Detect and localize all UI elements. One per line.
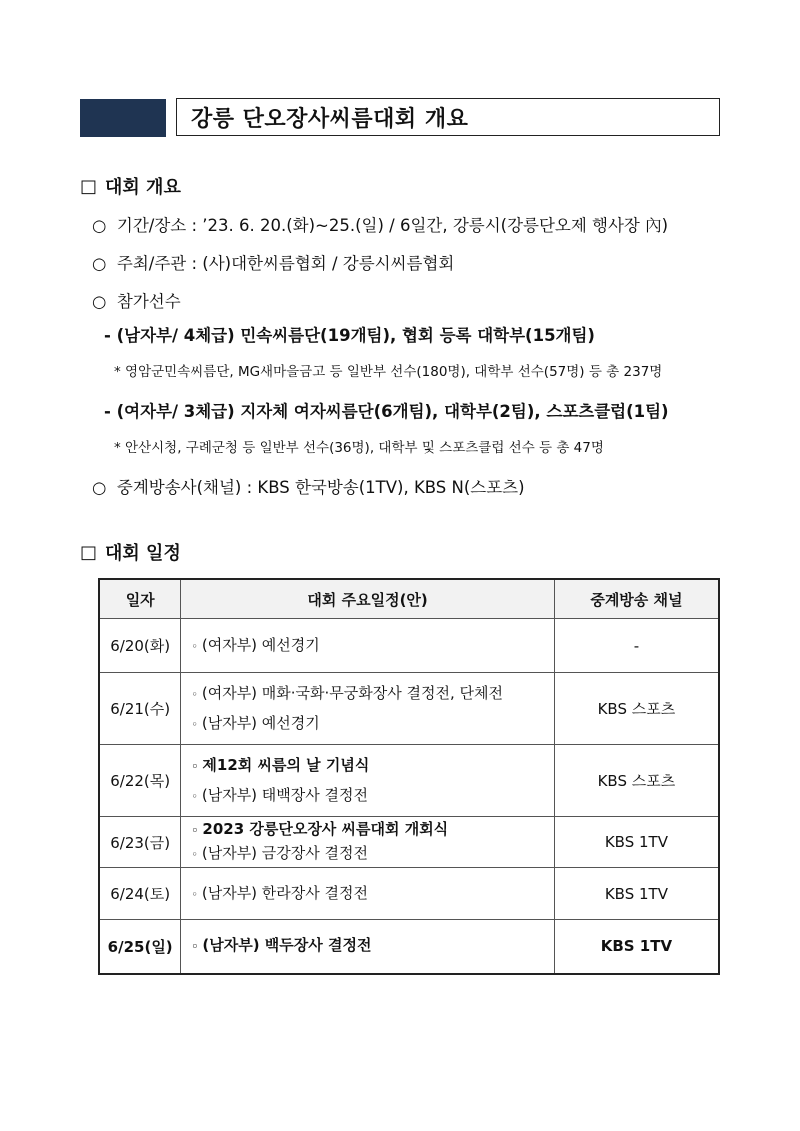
- event-marker-icon: ◦: [191, 759, 199, 773]
- event-text: (남자부) 태백장사 결정전: [201, 785, 369, 804]
- event-marker-icon: ◦: [191, 789, 198, 803]
- participants-men-note: * 영암군민속씨름단, MG새마을금고 등 일반부 선수(180명), 대학부 선수(57명) 등 총 237명: [114, 364, 663, 380]
- bullet-circle-icon: ○: [92, 216, 107, 235]
- event-text: (여자부) 매화·국화·무궁화장사 결정전, 단체전: [201, 683, 503, 702]
- section-heading-text: 대회 일정: [105, 543, 181, 564]
- event-text: 제12회 씨름의 날 기념식: [202, 755, 370, 774]
- title-bar: [80, 98, 722, 138]
- checkbox-square-icon: □: [80, 175, 98, 197]
- header-date: 일자: [99, 579, 181, 619]
- section-heading-schedule: [80, 539, 181, 565]
- item-text: 참가선수: [116, 292, 181, 311]
- event-text: 2023 강릉단오장사 씨름대회 개회식: [202, 820, 449, 838]
- row-date: 6/21(수): [99, 673, 181, 745]
- overview-item-period: [92, 212, 668, 236]
- row-channel: KBS 1TV: [554, 817, 719, 868]
- header-channel: 중계방송 채널: [554, 579, 719, 619]
- event-text: (남자부) 한라장사 결정전: [201, 883, 369, 902]
- row-events: [181, 920, 554, 974]
- table-header-row: [99, 579, 719, 619]
- page-title-text: 강릉 단오장사씨름대회 개요: [191, 106, 469, 132]
- bullet-circle-icon: ○: [92, 254, 107, 273]
- event-marker-icon: ◦: [191, 639, 198, 653]
- event-marker-icon: ◦: [191, 717, 198, 731]
- event-marker-icon: ◦: [191, 887, 198, 901]
- row-date: 6/24(토): [99, 868, 181, 920]
- table-row: [99, 619, 719, 673]
- table-row: [99, 920, 719, 974]
- event-text: (남자부) 백두장사 결정전: [202, 936, 372, 955]
- checkbox-square-icon: □: [80, 541, 98, 563]
- row-channel: -: [554, 619, 719, 673]
- row-date: 6/22(목): [99, 745, 181, 817]
- table-row: [99, 745, 719, 817]
- row-events: [181, 817, 554, 868]
- row-events: [181, 745, 554, 817]
- participants-women: - (여자부/ 3체급) 지자체 여자씨름단(6개팀), 대학부(2팀), 스포츠클럽(1팀): [104, 402, 669, 421]
- row-date: 6/23(금): [99, 817, 181, 868]
- event-text: (남자부) 금강장사 결정전: [201, 844, 369, 862]
- item-text: 주최/주관 : (사)대한씨름협회 / 강릉시씨름협회: [116, 254, 455, 273]
- row-channel: KBS 1TV: [554, 920, 719, 974]
- row-channel: KBS 스포츠: [554, 745, 719, 817]
- overview-item-host: [92, 250, 454, 274]
- row-events: [181, 868, 554, 920]
- event-text: (여자부) 예선경기: [201, 635, 320, 654]
- bullet-circle-icon: ○: [92, 292, 107, 311]
- header-events: 대회 주요일정(안): [181, 579, 554, 619]
- title-accent-block: [80, 99, 166, 137]
- row-events: [181, 619, 554, 673]
- row-events: [181, 673, 554, 745]
- event-marker-icon: ◦: [191, 824, 199, 837]
- table-row: [99, 817, 719, 868]
- event-marker-icon: ◦: [191, 848, 198, 861]
- row-channel: KBS 스포츠: [554, 673, 719, 745]
- participants-men: - (남자부/ 4체급) 민속씨름단(19개팀), 협회 등록 대학부(15개팀): [104, 326, 595, 345]
- row-channel: KBS 1TV: [554, 868, 719, 920]
- page-title: [176, 98, 720, 136]
- item-text: 중계방송사(채널) : KBS 한국방송(1TV), KBS N(스포츠): [116, 478, 525, 497]
- bullet-circle-icon: ○: [92, 478, 107, 497]
- item-text: 기간/장소 : ’23. 6. 20.(화)~25.(일) / 6일간, 강릉시(강릉단오제 행사장 內): [116, 216, 669, 235]
- table-row: [99, 868, 719, 920]
- overview-item-participants: [92, 288, 181, 312]
- overview-item-broadcast: [92, 474, 525, 498]
- event-marker-icon: ◦: [191, 687, 198, 701]
- table-row: [99, 673, 719, 745]
- row-date: 6/20(화): [99, 619, 181, 673]
- row-date: 6/25(일): [99, 920, 181, 974]
- event-text: (남자부) 예선경기: [201, 713, 320, 732]
- section-heading-text: 대회 개요: [105, 177, 181, 198]
- schedule-table: [98, 578, 720, 975]
- event-marker-icon: ◦: [191, 940, 199, 954]
- participants-women-note: * 안산시청, 구례군청 등 일반부 선수(36명), 대학부 및 스포츠클럽 선수 등 총 47명: [114, 440, 604, 456]
- section-heading-overview: [80, 173, 181, 199]
